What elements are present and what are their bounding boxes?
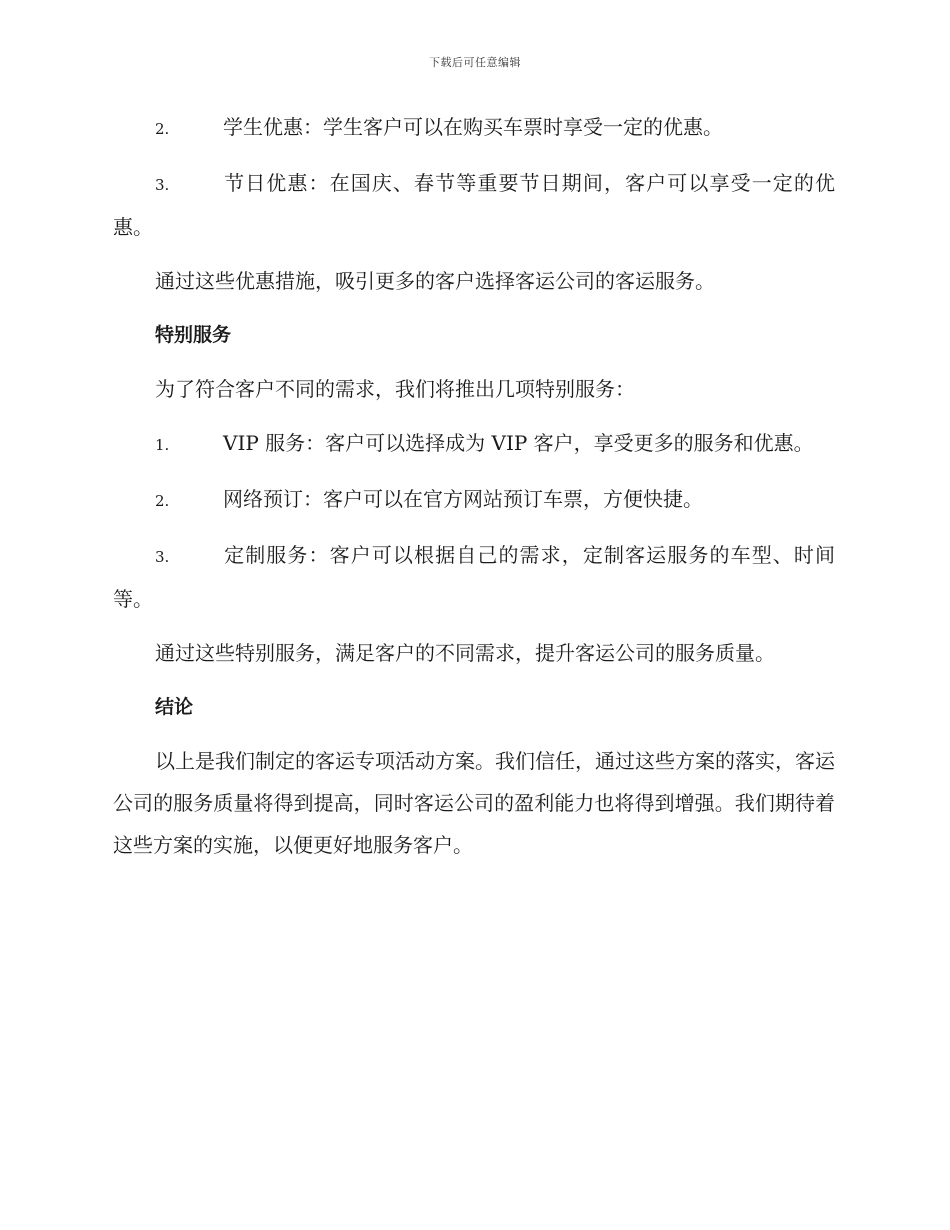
paragraph: 以上是我们制定的客运专项活动方案。我们信任，通过这些方案的落实，客运公司的服务质量将得到提高，同时客运公司的盈利能力也将得到增强。我们期待着这些方案的实施，以便更好地服务客户。 bbox=[113, 749, 835, 857]
list-number: 3. bbox=[155, 176, 170, 194]
section-heading: 结论 bbox=[155, 696, 194, 718]
list-item bbox=[113, 478, 835, 522]
list-item bbox=[113, 162, 835, 248]
list-item-text: 学生优惠：学生客户可以在购买车票时享受一定的优惠。 bbox=[223, 115, 723, 139]
list-number: 2. bbox=[155, 120, 170, 138]
paragraph: 为了符合客户不同的需求，我们将推出几项特别服务： bbox=[155, 377, 635, 401]
list-item bbox=[113, 106, 835, 150]
list-item-text: VIP 服务：客户可以选择成为 VIP 客户，享受更多的服务和优惠。 bbox=[223, 431, 814, 455]
paragraph: 通过这些特别服务，满足客户的不同需求，提升客运公司的服务质量。 bbox=[155, 641, 775, 665]
list-item bbox=[113, 534, 835, 620]
paragraph: 通过这些优惠措施，吸引更多的客户选择客运公司的客运服务。 bbox=[155, 269, 715, 293]
section-heading: 特别服务 bbox=[155, 324, 232, 346]
list-item bbox=[113, 422, 835, 466]
document-body bbox=[113, 106, 835, 878]
list-item-text: 定制服务：客户可以根据自己的需求，定制客运服务的车型、时间等。 bbox=[113, 543, 835, 611]
list-number: 3. bbox=[155, 548, 170, 566]
list-number: 2. bbox=[155, 492, 170, 510]
list-number: 1. bbox=[155, 436, 170, 454]
list-item-text: 节日优惠：在国庆、春节等重要节日期间，客户可以享受一定的优惠。 bbox=[113, 171, 835, 239]
list-item-text: 网络预订：客户可以在官方网站预订车票，方便快捷。 bbox=[223, 487, 703, 511]
page-header: 下载后可任意编辑 bbox=[429, 56, 521, 69]
